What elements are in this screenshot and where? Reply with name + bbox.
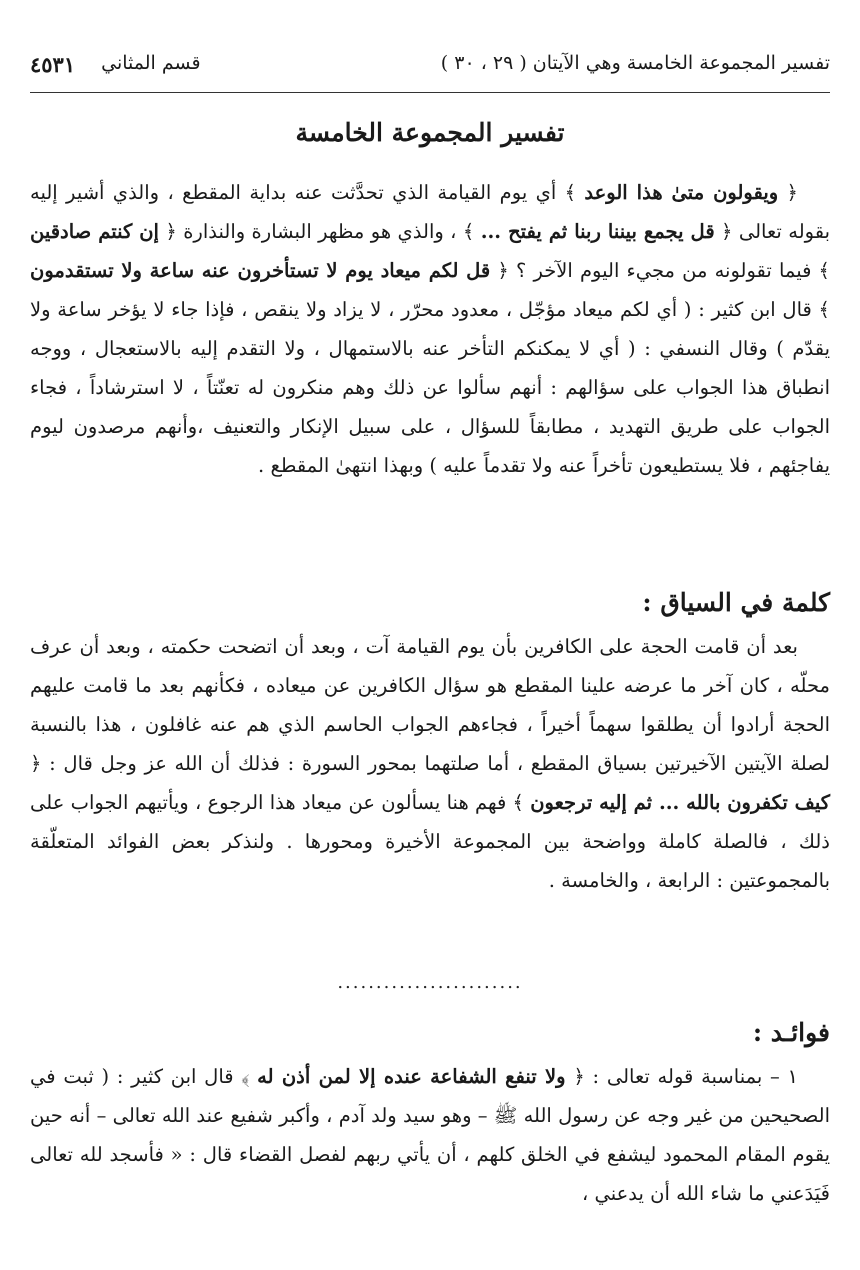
tafsir-section xyxy=(30,173,830,485)
text-run: ١ – بمناسبة قوله تعالى : ﴿ xyxy=(565,1065,799,1088)
benefits-heading: فوائـد : xyxy=(752,1018,830,1047)
quran-quote: قل لكم ميعاد يوم لا تستأخرون عنه ساعة ولا تستقدمون xyxy=(30,259,491,282)
text-run: ﴿ xyxy=(778,181,798,204)
quran-quote: كيف تكفرون بالله ... ثم إليه ترجعون xyxy=(530,791,830,814)
header-right-group xyxy=(30,52,201,77)
quran-quote: قل يجمع بيننا ربنا ثم يفتح ... xyxy=(480,220,715,243)
text-run: ﴾ فيما تقولونه من مجيء اليوم الآخر ؟ ﴿ xyxy=(490,259,830,282)
text-run: ﴾ فهم هنا يسألون عن ميعاد هذا الرجوع ، ويأتيهم الجواب على ذلك ، فالصلة كاملة وواضحة بين المجموعة الأخيرة ومحورها . ولنذكر بعض الفوائد المتعلّقة بالمجموعتين : الرابعة ، والخامسة . xyxy=(30,791,830,892)
quran-quote: إن كنتم صادقين xyxy=(30,220,159,243)
text-run: ﴾ قال ابن كثير : ( ثبت في الصحيحين من غير وجه عن رسول الله ﷺ – وهو سيد ولد آدم ، وأكبر شفيع عند الله تعالى – أنه حين يقوم المقام المحمود ليشفع في الخلق كلهم ، أن يأتي ربهم لفصل القضاء قال : « فأسجد لله تعالى فَيَدَعني ما شاء الله أن يدعني ، xyxy=(30,1065,830,1205)
text-run: ﴾ أي يوم القيامة الذي تحدَّثت عنه بداية المقطع ، والذي أشير إليه بقوله تعالى ﴿ xyxy=(30,181,830,243)
context-paragraph xyxy=(30,627,830,900)
quran-quote: ولا تنفع الشفاعة عنده إلا لمن أذن له xyxy=(257,1065,566,1088)
benefit-item xyxy=(30,1057,830,1213)
header-rule xyxy=(30,92,830,93)
text-run: ﴾ قال ابن كثير : ( أي لكم ميعاد مؤجّل ، معدود محرّر ، لا يزاد ولا ينقص ، فإذا جاء لا يؤخر ساعة ولا يقدّم ) وقال النسفي : ( أي لا يمكنكم التأخر عنه بالاستمهال ، ولا التقدم إليه بالاستعجال ، ووجه انطباق هذا الجواب على سؤالهم : أنهم سألوا عن ذلك وهم منكرون له تعنّتاً ، لا استرشاداً ، فجاء الجواب على طريق التهديد ، مطابقاً للسؤال ، على سبيل الإنكار والتعنيف ،وأنهم مرصدون ليوم يفاجئهم ، فلا يستطيعون تأخراً عنه ولا تقدماً عليه ) وبهذا انتهىٰ المقطع . xyxy=(30,298,830,477)
text-run: بعد أن قامت الحجة على الكافرين بأن يوم القيامة آت ، وبعد أن اتضحت حكمته ، وبعد أن عرف محلّه ، كان آخر ما عرضه علينا المقطع هو سؤال الكافرين عن ميعاده ، فكأنهم بعد ما قامت عليهم الحجة أرادوا أن يطلقوا سهماً أخيراً ، فجاءهم الجواب الحاسم الذي هم عنه غافلون ، هذا بالنسبة لصلة الآيتين الآخيرتين بسياق المقطع ، أما صلتهما بمحور السورة : فذلك أن الله عز وجل قال : ﴿ xyxy=(30,635,830,775)
benefits-section xyxy=(30,1018,830,1213)
quran-quote: ويقولون متىٰ هذا الوعد xyxy=(584,181,779,204)
running-title: تفسير المجموعة الخامسة وهي الآيتان ( ٢٩ ، ٣٠ ) xyxy=(440,52,830,74)
context-heading: كلمة في السياق : xyxy=(642,588,830,617)
section-separator: ........................ xyxy=(337,972,523,993)
text-run: ﴾ ، والذي هو مظهر البشارة والنذارة ﴿ xyxy=(158,220,481,243)
context-section xyxy=(30,588,830,900)
tafsir-paragraph xyxy=(30,173,830,485)
section-name: قسم المثاني xyxy=(101,52,201,74)
page-number: ٤٥٣١ xyxy=(30,52,76,77)
running-header xyxy=(30,52,830,88)
page-title: تفسير المجموعة الخامسة xyxy=(295,118,565,147)
